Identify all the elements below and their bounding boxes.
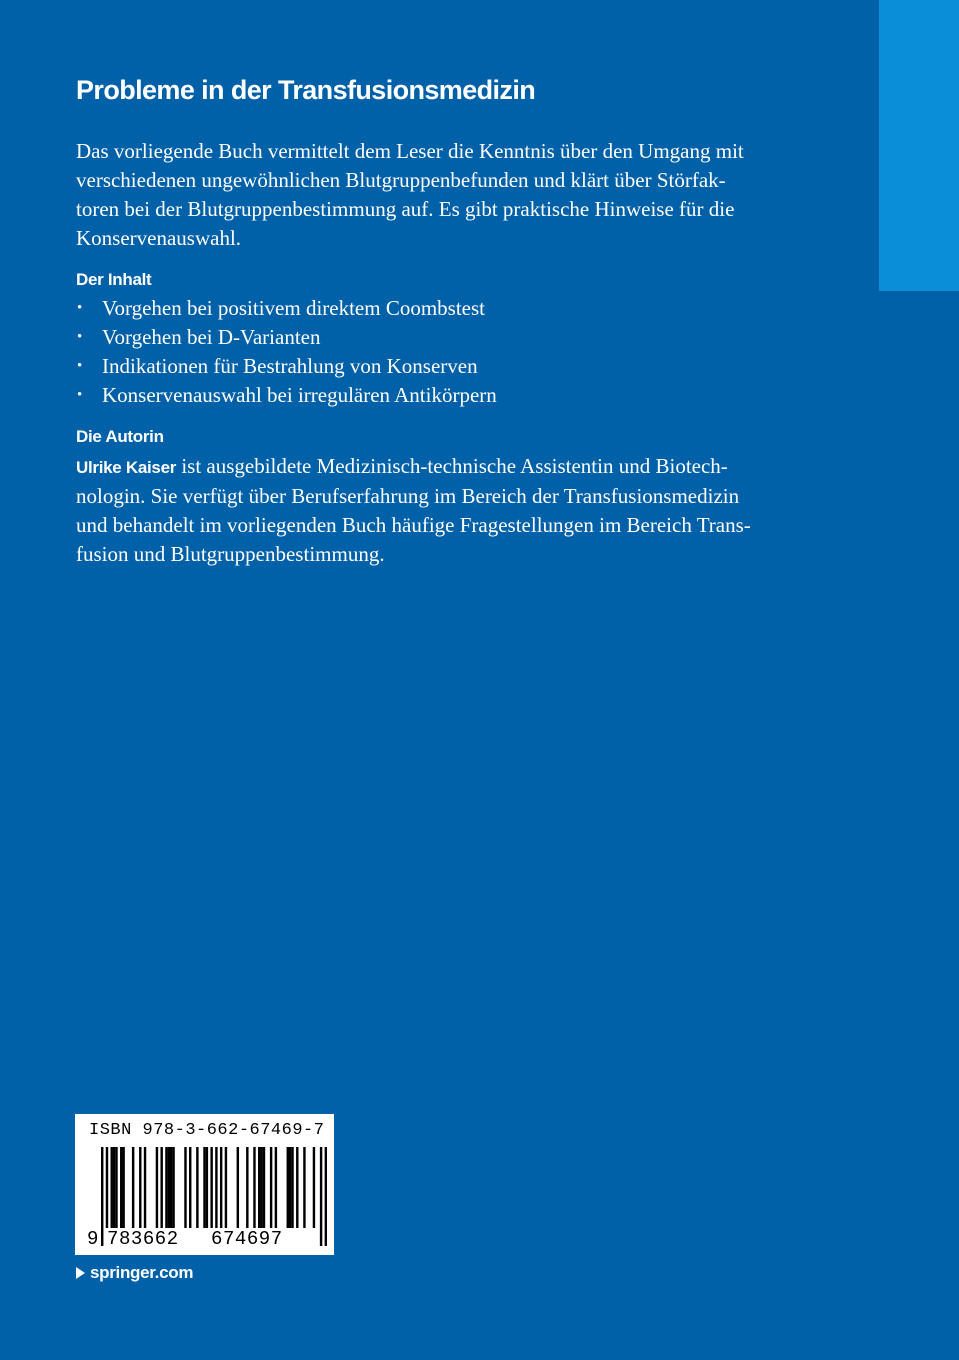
barcode-bar [113, 1147, 115, 1228]
barcode-bar [132, 1147, 134, 1228]
book-title: Probleme in der Transfusionsmedizin [76, 75, 536, 105]
barcode-bar [111, 1147, 113, 1228]
list-item [76, 381, 497, 410]
bullet-icon: • [77, 358, 83, 374]
publisher-url: springer.com [90, 1263, 194, 1282]
author-heading: Die Autorin [76, 427, 164, 446]
color-tab [879, 0, 959, 291]
barcode-bar [184, 1147, 186, 1228]
author-name: Ulrike Kaiser [76, 458, 177, 477]
author-bio-line: nologin. Sie verfügt über Berufserfahrung im Bereich der Transfusionsmedizin [76, 484, 740, 508]
publisher-link[interactable] [76, 1262, 193, 1284]
list-item [76, 294, 497, 323]
author-bio-line: und behandelt im vorliegenden Buch häufige Fragestellungen im Bereich Trans- [76, 513, 751, 537]
description-line: Konservenauswahl. [76, 226, 242, 250]
barcode-bar [246, 1147, 248, 1228]
barcode-bar [203, 1147, 205, 1228]
list-item-text: Konservenauswahl bei irregulären Antikörpern [102, 383, 497, 407]
barcode-bar [225, 1147, 227, 1228]
barcode-bar [170, 1147, 172, 1228]
author-bio-text: ist ausgebildete Medizinisch-technische Assistentin und Biotech- [176, 454, 728, 478]
barcode-bar [258, 1147, 260, 1228]
list-item-text: Vorgehen bei positivem direktem Coombstest [102, 296, 486, 320]
isbn-barcode [75, 1114, 334, 1255]
barcode-bar [275, 1147, 277, 1228]
ean-left-digits: 783662 [107, 1228, 179, 1250]
author-bio-line [76, 452, 751, 482]
barcode-bar [270, 1147, 272, 1228]
list-item-text: Indikationen für Bestrahlung von Konserven [102, 354, 478, 378]
barcode-bar [122, 1147, 124, 1228]
barcode-bar [237, 1147, 239, 1228]
barcode-bar [196, 1147, 198, 1228]
barcode-bar [303, 1147, 305, 1228]
ean-digits [87, 1228, 329, 1250]
barcode-bar [253, 1147, 255, 1228]
contents-heading: Der Inhalt [76, 270, 152, 289]
description-line: verschiedenen ungewöhnlichen Blutgruppenbefunden und klärt über Störfak- [76, 168, 726, 192]
bullet-icon: • [77, 387, 83, 403]
barcode-bar [168, 1147, 170, 1228]
barcode-bar [165, 1147, 167, 1228]
barcode-bar [260, 1147, 262, 1228]
ean-first-digit: 9 [87, 1228, 99, 1250]
barcode-bar [206, 1147, 208, 1228]
description [76, 137, 744, 253]
barcode-bar [160, 1147, 162, 1228]
author-bio [76, 452, 751, 569]
ean-right-digits: 674697 [211, 1228, 283, 1250]
bullet-icon: • [77, 300, 83, 316]
barcode-bar [291, 1147, 293, 1228]
isbn-label: ISBN 978-3-662-67469-7 [89, 1121, 325, 1140]
barcode-bar [156, 1147, 158, 1228]
list-item [76, 352, 497, 381]
barcode-bar [220, 1147, 222, 1228]
barcode-bar [289, 1147, 291, 1228]
barcode-bar [139, 1147, 141, 1228]
barcode-bar [296, 1147, 298, 1228]
author-bio-line: fusion und Blutgruppenbestimmung. [76, 542, 385, 566]
barcode-bar [313, 1147, 315, 1228]
list-item-text: Vorgehen bei D-Varianten [102, 325, 321, 349]
contents-list [76, 294, 497, 410]
bullet-icon: • [77, 329, 83, 345]
barcode-bar [189, 1147, 191, 1228]
description-line: toren bei der Blutgruppenbestimmung auf. Es gibt praktische Hinweise für die [76, 197, 735, 221]
barcode-bar [115, 1147, 117, 1228]
barcode-bar [172, 1147, 174, 1228]
barcode-bar [120, 1147, 122, 1228]
barcode-bar [144, 1147, 146, 1228]
barcode-bar [287, 1147, 289, 1228]
arrow-right-icon [76, 1267, 85, 1279]
list-item [76, 323, 497, 352]
barcode-bar [263, 1147, 265, 1228]
description-line: Das vorliegende Buch vermittelt dem Leser die Kenntnis über den Umgang mit [76, 139, 744, 163]
